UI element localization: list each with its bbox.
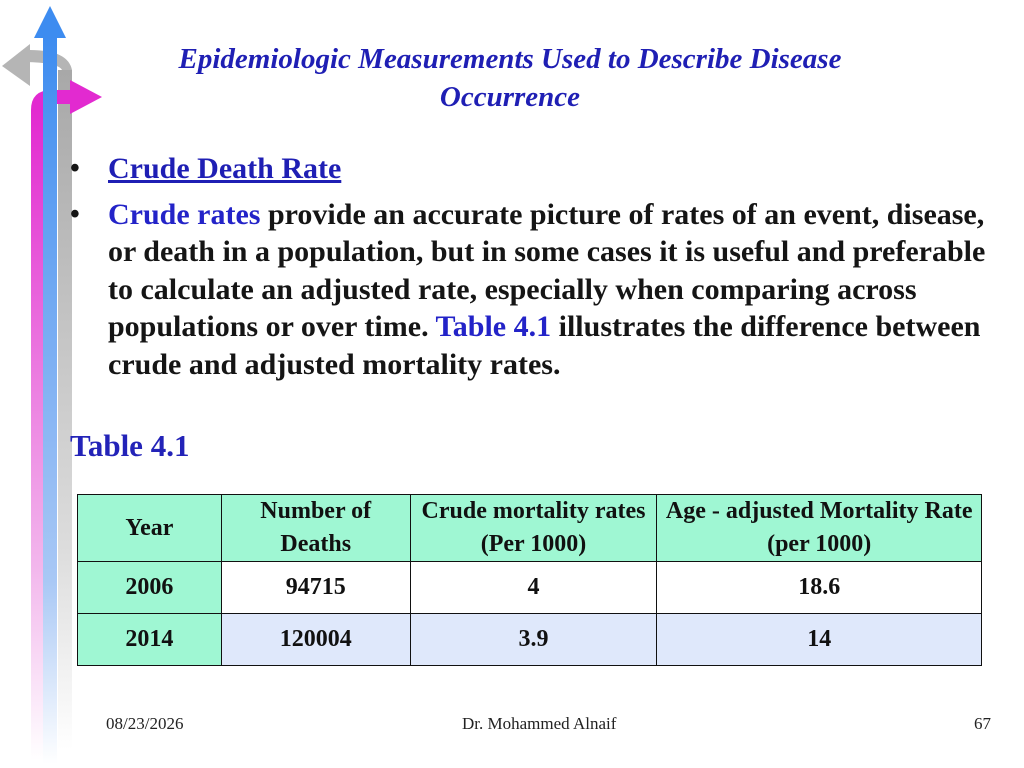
footer-date: 08/23/2026 — [106, 714, 184, 733]
page-number: 67 — [974, 714, 991, 733]
cell-year: 2014 — [78, 614, 222, 666]
crude-rates-term: Crude rates — [108, 197, 261, 231]
bullet-dot: • — [70, 198, 80, 230]
cell-crude-rate: 3.9 — [410, 614, 657, 666]
crude-rates-text-end: illustrates the difference between crude and adjusted mortality rates. — [108, 310, 981, 381]
table-reference: Table 4.1 — [435, 310, 552, 343]
header-year: Year — [78, 495, 222, 562]
header-crude-mortality: Crude mortality rates (Per 1000) — [410, 495, 657, 562]
bullet-crude-death-rate — [70, 150, 990, 188]
slide-title: Epidemiologic Measurements Used to Describe Disease Occurrence — [178, 43, 842, 113]
cell-adjusted-rate: 14 — [657, 614, 982, 666]
table-header-row — [78, 495, 982, 562]
bullet-crude-rates — [70, 196, 990, 384]
cell-year: 2006 — [78, 562, 222, 614]
bullet-dot: • — [70, 153, 80, 184]
crude-death-rate-link[interactable]: Crude Death Rate — [108, 152, 342, 185]
header-number-of-deaths: Number of Deaths — [221, 495, 410, 562]
cell-crude-rate: 4 — [410, 562, 657, 614]
cell-adjusted-rate: 18.6 — [657, 562, 982, 614]
header-age-adjusted: Age - adjusted Mortality Rate (per 1000) — [657, 495, 982, 562]
bullet-list — [70, 150, 990, 391]
mortality-table — [77, 494, 982, 666]
table-row — [78, 562, 982, 614]
footer-author: Dr. Mohammed Alnaif — [462, 714, 617, 733]
cell-deaths: 120004 — [221, 614, 410, 666]
crude-rates-text: provide an accurate picture of rates of an event, disease, or death in a population, but in some cases it is useful and preferable to calculate an adjusted rate, especially when comparing across populations or over time. — [108, 197, 986, 343]
table-caption: Table 4.1 — [70, 428, 190, 463]
table-row — [78, 614, 982, 666]
cell-deaths: 94715 — [221, 562, 410, 614]
